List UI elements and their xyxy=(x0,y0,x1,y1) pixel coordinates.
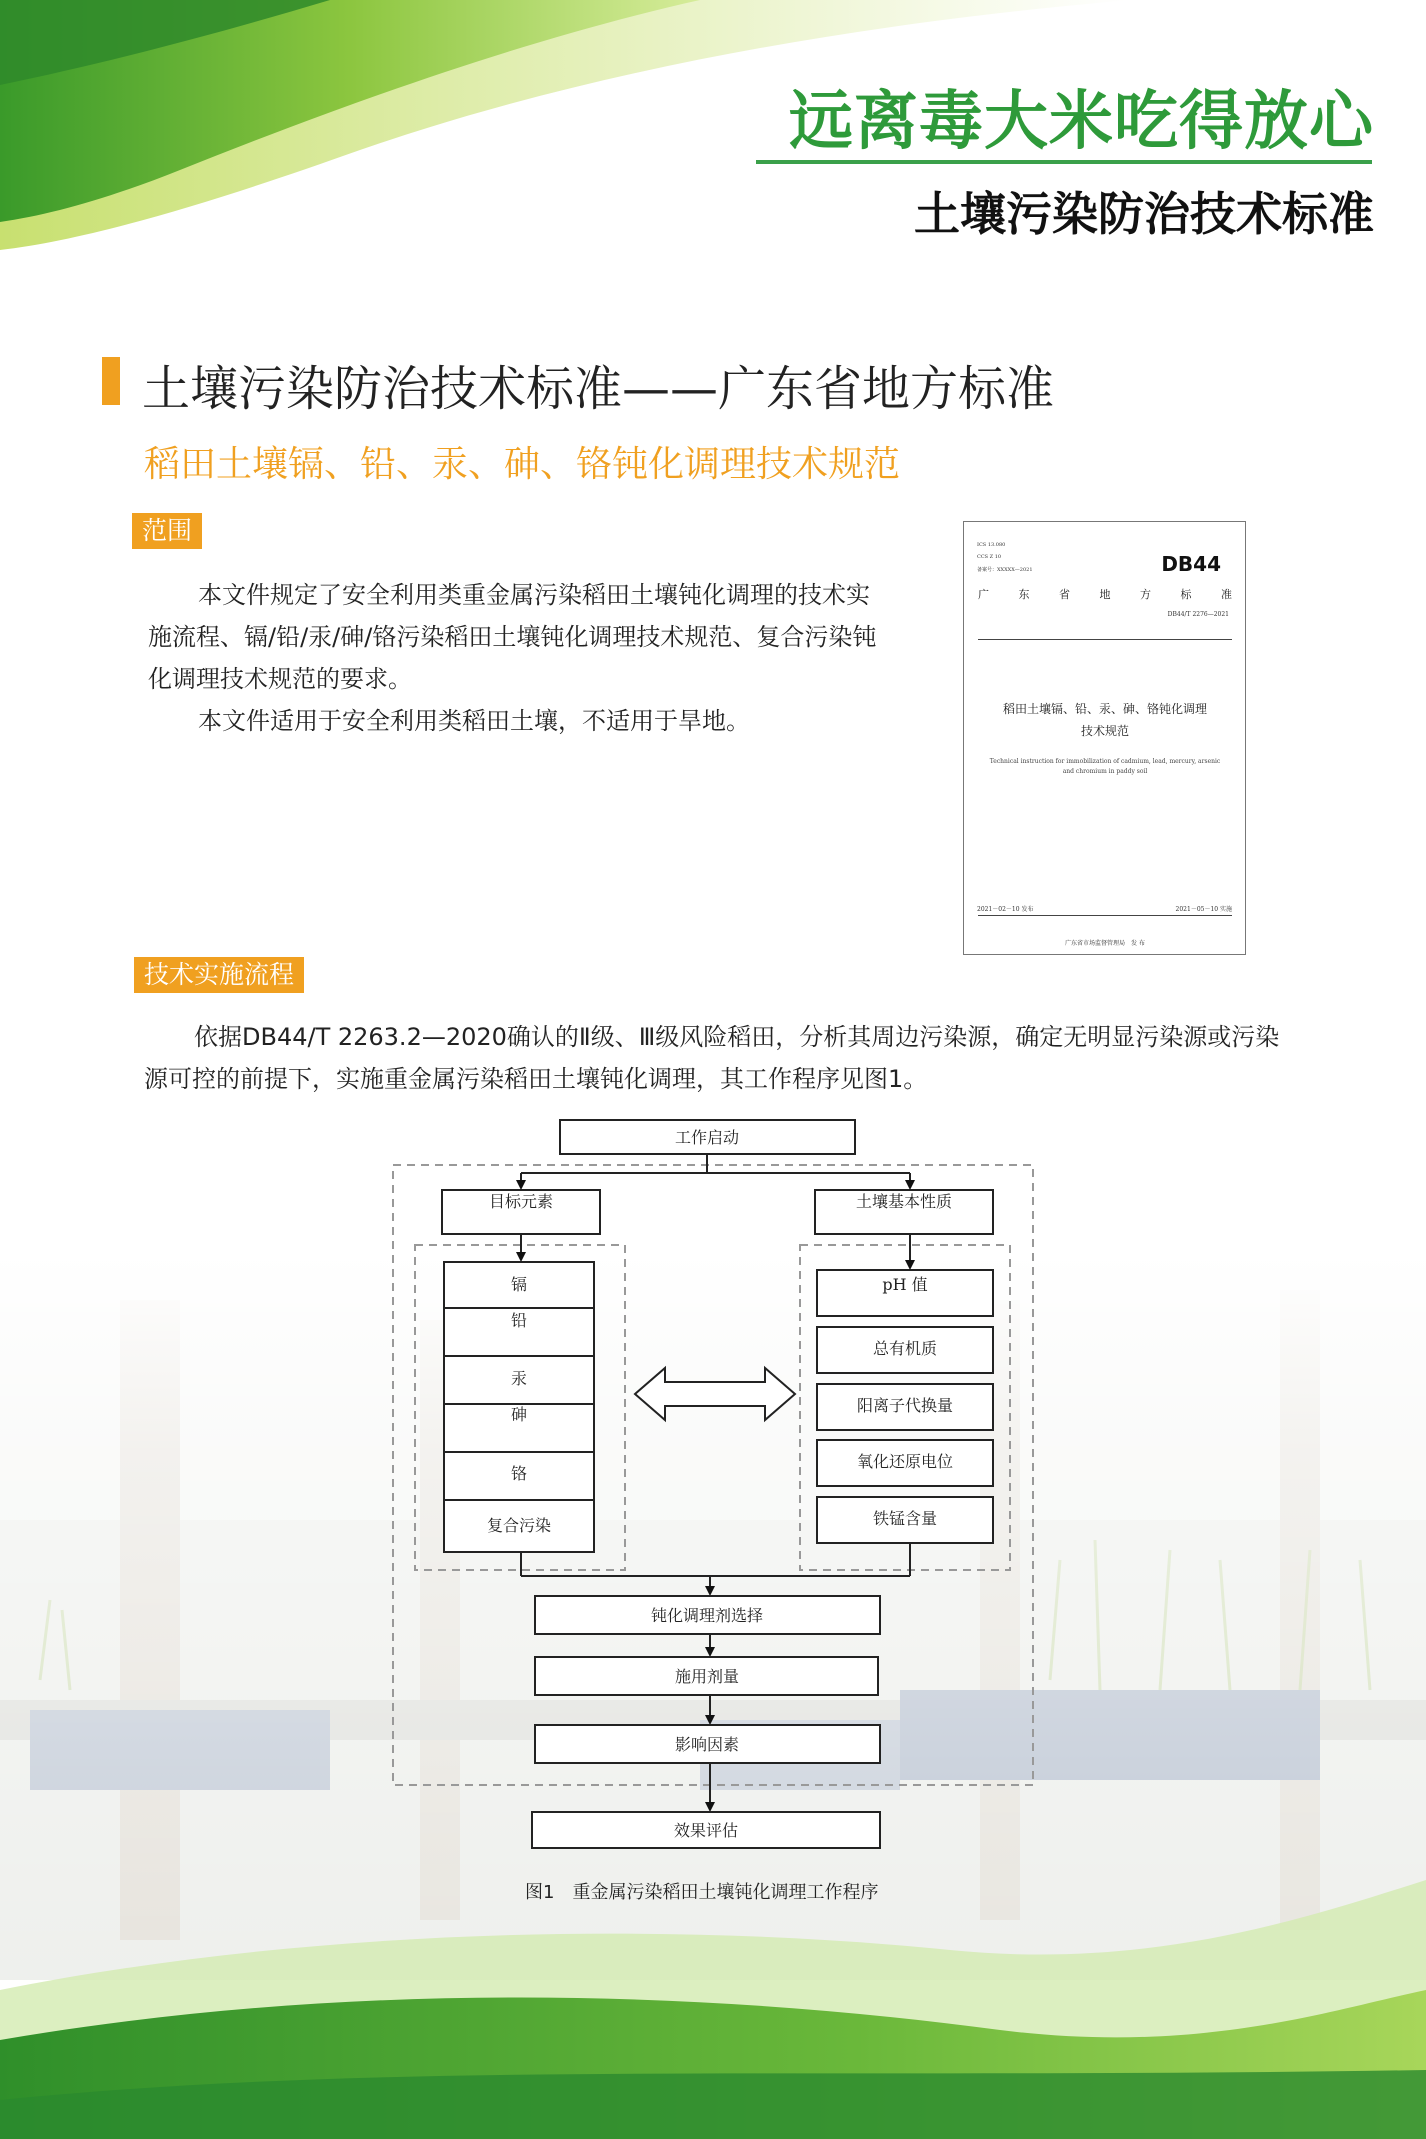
step-label: 施用剂量 xyxy=(674,1667,740,1686)
poster-title: 远离毒大米吃得放心 xyxy=(789,85,1374,159)
cover-region-char: 省 xyxy=(1059,588,1070,601)
step-label: 钝化调理剂选择 xyxy=(650,1606,764,1625)
flow-paragraph: 依据DB44/T 2263.2—2020确认的Ⅱ级、Ⅲ级风险稻田，分析其周边污染源，确定无明显污染源或污染源可控的前提下，实施重金属污染稻田土壤钝化调理，其工作程序见图1。 xyxy=(144,1023,1280,1093)
poster-subtitle: 土壤污染防治技术标准 xyxy=(914,187,1374,241)
scope-tag: 范围 xyxy=(132,513,202,549)
cover-ics: ICS 13.080 xyxy=(977,542,1006,548)
scope-paragraph-1: 本文件规定了安全利用类重金属污染稻田土壤钝化调理的技术实施流程、镉/铅/汞/砷/铬污染稻田土壤钝化调理技术规范、复合污染钝化调理技术规范的要求。 xyxy=(148,581,877,693)
cover-divider-bottom xyxy=(978,915,1232,916)
figure-caption: 图1 重金属污染稻田土壤钝化调理工作程序 xyxy=(525,1882,879,1903)
left-item-label: 镉 xyxy=(510,1275,528,1294)
cover-implement-date: 2021－05－10 实施 xyxy=(1175,906,1232,913)
double-arrow xyxy=(635,1368,795,1420)
cover-region-char: 广 xyxy=(978,588,989,601)
workflow-flowchart xyxy=(380,1110,1040,1850)
left-item-label: 复合污染 xyxy=(486,1516,552,1535)
final-label: 效果评估 xyxy=(673,1821,739,1840)
left-item-label: 砷 xyxy=(510,1405,528,1424)
right-item-label: pH 值 xyxy=(882,1275,928,1294)
right-item-label: 阳离子代换量 xyxy=(856,1396,954,1415)
scope-paragraph-2: 本文件适用于安全利用类稻田土壤，不适用于旱地。 xyxy=(198,707,750,735)
right-item-label: 总有机质 xyxy=(872,1339,938,1358)
cover-region-char: 方 xyxy=(1140,588,1151,601)
left-header-label: 目标元素 xyxy=(488,1192,554,1211)
cover-title xyxy=(978,698,1232,742)
cover-title-line-1: 稻田土壤镉、铅、汞、砷、铬钝化调理 xyxy=(1002,702,1207,716)
cover-ccs: CCS Z 10 xyxy=(977,554,1002,560)
right-header-label: 土壤基本性质 xyxy=(855,1192,953,1211)
cover-divider xyxy=(978,639,1232,640)
cover-title-line-2: 技术规范 xyxy=(1080,724,1129,738)
section-subheading: 稻田土壤镉、铅、汞、砷、铬钝化调理技术规范 xyxy=(144,444,901,485)
heading-accent-bar xyxy=(102,357,120,405)
cover-release-date: 2021－02－10 发布 xyxy=(977,906,1034,913)
standard-cover-image xyxy=(963,521,1246,955)
cover-number: DB44/T 2276—2021 xyxy=(1167,611,1229,618)
step-label: 影响因素 xyxy=(674,1735,740,1754)
title-underline xyxy=(756,160,1372,164)
right-item-label: 氧化还原电位 xyxy=(856,1452,954,1471)
right-item-label: 铁锰含量 xyxy=(872,1509,938,1528)
cover-filing: 备案号：XXXXX—2021 xyxy=(977,567,1033,573)
section-heading: 土壤污染防治技术标准——广东省地方标准 xyxy=(142,361,1055,417)
left-item-label: 铅 xyxy=(510,1311,528,1330)
cover-region-char: 准 xyxy=(1221,588,1232,601)
cover-region-char: 地 xyxy=(1099,588,1111,601)
left-item-label: 汞 xyxy=(510,1369,528,1388)
cover-english-title: Technical instruction for immobilization of cadmium, lead, mercury, arsenic and chromium in paddy soil xyxy=(989,758,1221,775)
cover-region xyxy=(978,586,1232,602)
left-item-label: 铬 xyxy=(510,1464,528,1483)
cover-region-char: 东 xyxy=(1018,588,1030,601)
start-label: 工作启动 xyxy=(674,1128,740,1147)
cover-code: DB44 xyxy=(1161,552,1221,576)
cover-region-char: 标 xyxy=(1180,588,1192,601)
cover-issuer: 广东省市场监督管理局 发 布 xyxy=(1065,940,1145,947)
flow-tag: 技术实施流程 xyxy=(134,957,304,993)
